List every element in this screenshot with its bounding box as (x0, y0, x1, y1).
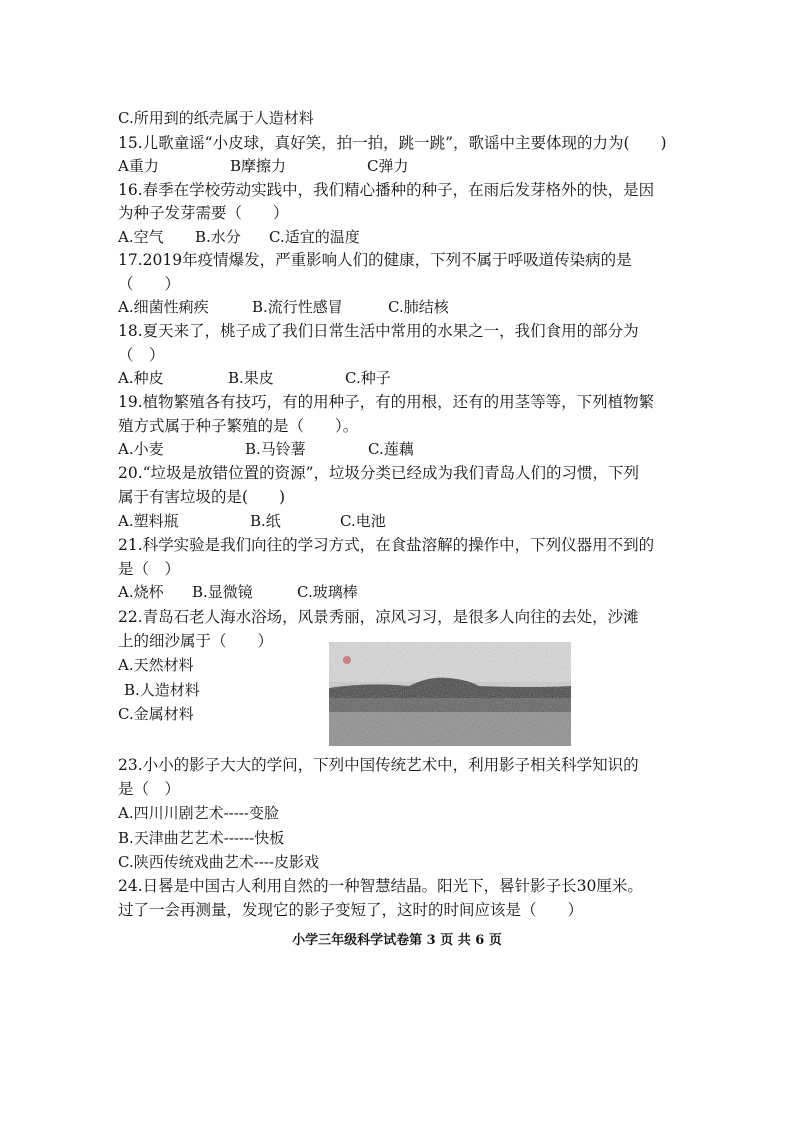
question-23-line2: 是（ ） (118, 780, 181, 798)
beach-photo (329, 642, 571, 746)
q17-option-b: B.流行性感冒 (252, 298, 343, 316)
q20-options (118, 511, 386, 531)
question-23-line1: 23.小小的影子大大的学问，下列中国传统艺术中，利用影子相关科学知识的 (118, 756, 639, 774)
q15-options (118, 156, 408, 176)
question-16-line1: 16.春季在学校劳动实践中，我们精心播种的种子，在雨后发芽格外的快，是因 (118, 181, 655, 199)
question-15: 15.儿歌童谣“小皮球，真好笑，拍一拍，跳一跳”，歌谣中主要体现的力为( ) (118, 134, 667, 152)
q18-option-b: B.果皮 (228, 369, 274, 387)
q19-option-a: A.小麦 (118, 440, 164, 458)
q20-option-c: C.电池 (340, 512, 386, 530)
q23-option-b: B.天津曲艺艺术------快板 (118, 829, 285, 847)
q20-option-a: A.塑料瓶 (118, 512, 179, 530)
q16-options (118, 227, 360, 247)
q19-option-c: C.莲藕 (368, 440, 414, 458)
beach-photo-image (329, 642, 571, 746)
q23-option-c: C.陕西传统戏曲艺术----皮影戏 (118, 853, 319, 871)
q20-option-b: B.纸 (250, 512, 281, 530)
question-18-line1: 18.夏天来了，桃子成了我们日常生活中常用的水果之一，我们食用的部分为 (118, 322, 639, 340)
question-20-line1: 20.“垃圾是放错位置的资源”，垃圾分类已经成为我们青岛人们的习惯，下列 (118, 464, 640, 482)
question-20-line2: 属于有害垃圾的是( ) (118, 488, 286, 506)
question-19-line1: 19.植物繁殖各有技巧，有的用种子，有的用根，还有的用茎等等，下列植物繁 (118, 393, 655, 411)
question-22-line2: 上的细沙属于（ ） (118, 632, 274, 650)
q16-option-a: A.空气 (118, 228, 164, 246)
question-17-line2: （ ） (118, 275, 181, 293)
page-footer: 小学三年级科学试卷第 3 页 共 6 页 (292, 933, 502, 948)
q17-option-c: C.肺结核 (388, 298, 449, 316)
q16-option-b: B.水分 (195, 228, 241, 246)
question-21-line1: 21.科学实验是我们向往的学习方式，在食盐溶解的操作中，下列仪器用不到的 (118, 536, 655, 554)
q21-options (118, 582, 358, 602)
q17-options (118, 297, 449, 317)
question-16-line2: 为种子发芽需要（ ） (118, 204, 289, 222)
question-24-line2: 过了一会再测量，发现它的影子变短了，这时的时间应该是（ ） (118, 901, 584, 919)
q18-option-a: A.种皮 (118, 369, 164, 387)
q22-option-b: B.人造材料 (124, 681, 200, 699)
question-18-line2: （ ） (118, 346, 165, 364)
q18-options (118, 368, 391, 388)
question-19-line2: 殖方式属于种子繁殖的是（ ）。 (118, 417, 359, 435)
q19-options (118, 439, 414, 459)
q15-option-b: B摩擦力 (230, 157, 287, 175)
q21-option-a: A.烧杯 (118, 583, 164, 601)
q23-option-a: A.四川川剧艺术-----变脸 (118, 804, 279, 822)
q21-option-b: B.显微镜 (192, 583, 253, 601)
question-21-line2: 是（ ） (118, 560, 181, 578)
q21-option-c: C.玻璃棒 (297, 583, 358, 601)
q19-option-b: B.马铃薯 (245, 440, 306, 458)
q15-option-a: A重力 (118, 157, 159, 175)
q22-option-c: C.金属材料 (118, 705, 194, 723)
question-22-line1: 22.青岛石老人海水浴场，风景秀丽，凉风习习，是很多人向往的去处，沙滩 (118, 608, 639, 626)
q22-option-a: A.天然材料 (118, 656, 194, 674)
q18-option-c: C.种子 (345, 369, 391, 387)
q16-option-c: C.适宜的温度 (269, 228, 360, 246)
question-24-line1: 24.日晷是中国古人利用自然的一种智慧结晶。阳光下，晷针影子长30厘米。 (118, 877, 643, 895)
q17-option-a: A.细菌性痢疾 (118, 298, 209, 316)
question-17-line1: 17.2019年疫情爆发，严重影响人们的健康，下列不属于呼吸道传染病的是 (118, 251, 632, 269)
q14-option-c: C.所用到的纸壳属于人造材料 (118, 109, 314, 127)
q15-option-c: C弹力 (367, 157, 409, 175)
